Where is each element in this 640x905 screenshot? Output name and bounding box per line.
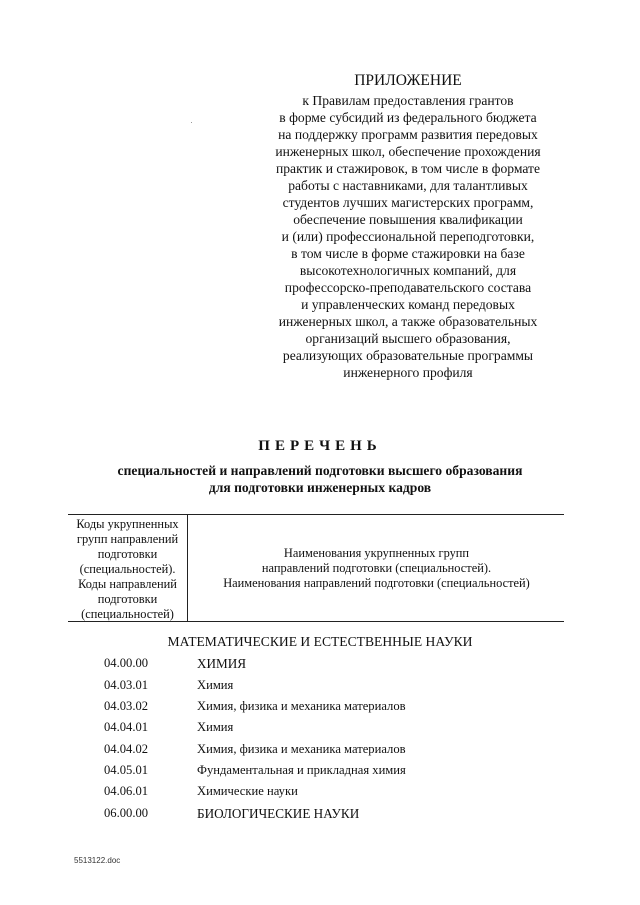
header-codes-line: (специальностей). [79, 562, 176, 576]
header-codes-line: подготовки [97, 592, 158, 606]
appendix-line: работы с наставниками, для талантливых [288, 178, 528, 193]
file-footer: 5513122.doc [74, 856, 121, 865]
appendix-line: в том числе в форме стажировки на базе [291, 246, 525, 261]
list-title: ПЕРЕЧЕНЬ [258, 438, 382, 454]
row-name: Химия [197, 678, 234, 692]
appendix-line: инженерных школ, обеспечение прохождения [275, 144, 541, 159]
table-row [0, 678, 640, 698]
header-codes-line: Коды направлений [78, 577, 177, 591]
appendix-line: обеспечение повышения квалификации [293, 212, 523, 227]
row-name: ХИМИЯ [197, 656, 247, 671]
appendix-line: высокотехнологичных компаний, для [299, 263, 517, 278]
row-name: Химия [197, 720, 234, 734]
row-code: 04.00.00 [104, 656, 149, 670]
appendix-line: и управленческих команд передовых [301, 297, 515, 312]
table-row [0, 742, 640, 762]
appendix-title: ПРИЛОЖЕНИЕ [354, 72, 462, 89]
appendix-line: инженерного профиля [343, 365, 473, 380]
header-codes-line: Коды укрупненных [76, 517, 179, 531]
appendix-line: студентов лучших магистерских программ, [282, 195, 534, 210]
appendix-line: на поддержку программ развития передовых [278, 127, 538, 142]
row-code: 04.03.02 [104, 699, 149, 713]
header-codes-line: (специальностей) [81, 607, 174, 621]
header-names-line: направлений подготовки (специальностей). [261, 560, 492, 575]
header-codes-line: групп направлений [76, 532, 179, 546]
table-row [0, 699, 640, 719]
section-title: МАТЕМАТИЧЕСКИЕ И ЕСТЕСТВЕННЫЕ НАУКИ [167, 634, 473, 649]
header-names-line: Наименования укрупненных групп [283, 545, 470, 560]
table-row [0, 806, 640, 826]
appendix-line: профессорско-преподавательского состава [284, 280, 532, 295]
appendix-line: реализующих образовательные программы [282, 348, 534, 363]
table-row [0, 763, 640, 783]
row-name: Химия, физика и механика материалов [197, 742, 406, 756]
row-code: 04.03.01 [104, 678, 149, 692]
appendix-line: организаций высшего образования, [305, 331, 511, 346]
header-codes-line: подготовки [97, 547, 158, 561]
table-row [0, 656, 640, 676]
appendix-block [238, 72, 578, 381]
appendix-line: и (или) профессиональной переподготовки, [281, 229, 535, 244]
appendix-line: в форме субсидий из федерального бюджета [279, 110, 537, 125]
appendix-line: практик и стажировок, в том числе в формате [275, 161, 541, 176]
list-subtitle [0, 462, 640, 496]
appendix-line: инженерных школ, а также образовательных [278, 314, 538, 329]
table-row [0, 720, 640, 740]
header-names-line: Наименования направлений подготовки (специальностей) [223, 575, 530, 590]
row-name: Фундаментальная и прикладная химия [197, 763, 406, 777]
row-code: 06.00.00 [104, 806, 149, 820]
row-name: Химия, физика и механика материалов [197, 699, 406, 713]
row-code: 04.06.01 [104, 784, 149, 798]
header-codes-column [68, 515, 188, 621]
row-name: БИОЛОГИЧЕСКИЕ НАУКИ [197, 806, 360, 821]
list-subtitle-line: специальностей и направлений подготовки высшего образования [117, 463, 523, 478]
row-name: Химические науки [197, 784, 298, 798]
table-row [0, 784, 640, 804]
scan-speck [191, 122, 192, 123]
appendix-line: к Правилам предоставления грантов [302, 93, 514, 108]
list-subtitle-line: для подготовки инженерных кадров [208, 480, 432, 495]
row-code: 04.04.01 [104, 720, 149, 734]
table-header [68, 514, 564, 622]
row-code: 04.04.02 [104, 742, 149, 756]
header-names-column [189, 515, 564, 621]
row-code: 04.05.01 [104, 763, 149, 777]
